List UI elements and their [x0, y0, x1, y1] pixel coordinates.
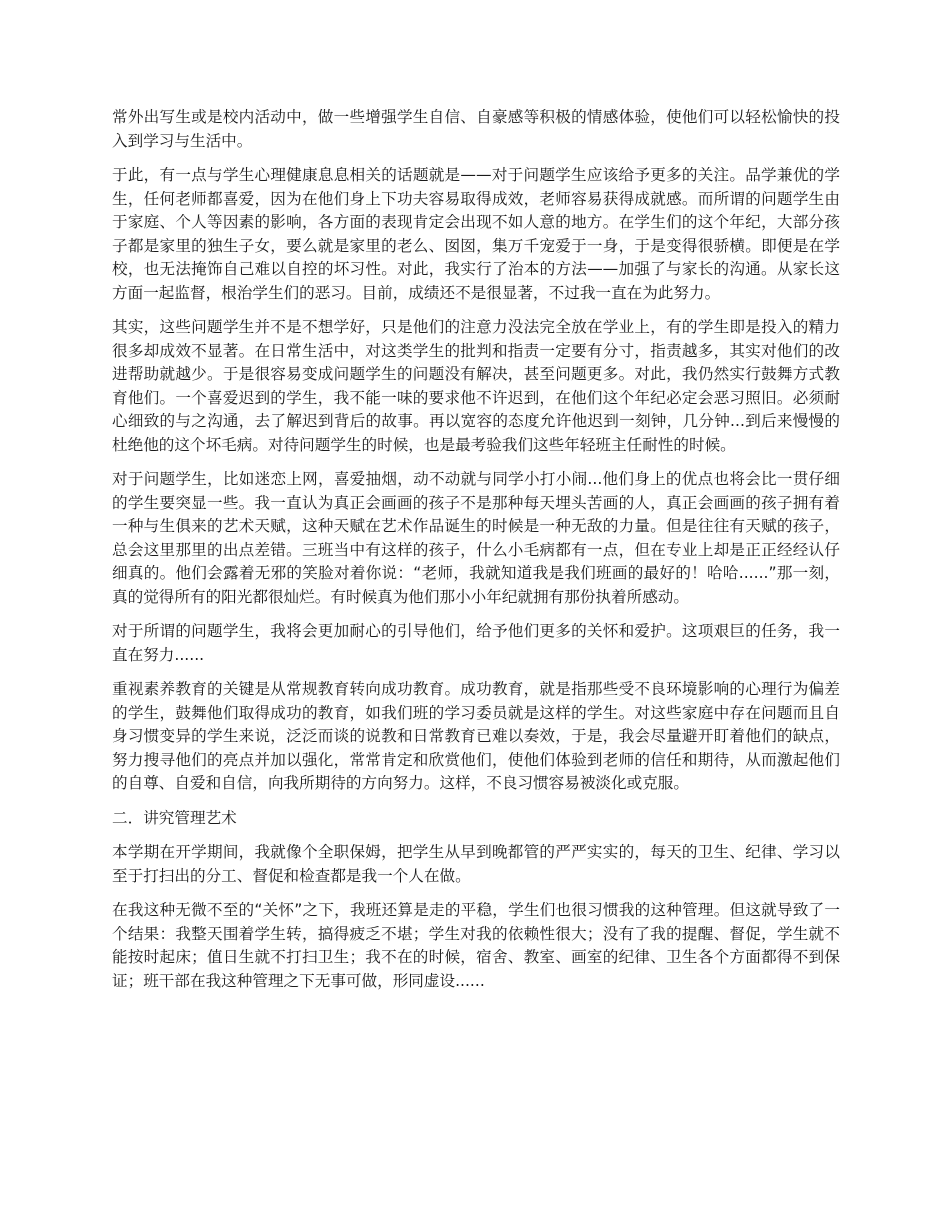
paragraph-4: 对于问题学生，比如迷恋上网，喜爱抽烟，动不动就与同学小打小闹...他们身上的优点也将会比一贯仔细的学生要突显一些。我一直认为真正会画画的孩子不是那种每天埋头苦画的人，真正会画画的孩子拥有着一种与生俱来的艺术天赋，这种天赋在艺术作品诞生的时候是一种无敌的力量。但是往往有天赋的孩子，总会这里那里的出点差错。三班当中有这样的孩子，什么小毛病都有一点，但在专业上却是正正经经认仔细真的。他们会露着无邪的笑脸对着你说：“老师，我就知道我是我们班画的最好的！哈哈......”那一刻，真的觉得所有的阳光都很灿烂。有时候真为他们那小小年纪就拥有那份执着所感动。: [112, 470, 840, 606]
paragraph-8: 在我这种无微不至的“关怀”之下，我班还算是走的平稳，学生们也很习惯我的这种管理。但这就导致了一个结果：我整天围着学生转，搞得疲乏不堪；学生对我的依赖性很大；没有了我的提醒、督促，学生就不能按时起床；值日生就不打扫卫生；我不在的时候，宿舍、教室、画室的纪律、卫生各个方面都得不到保证；班干部在我这种管理之下无事可做，形同虚设......: [112, 901, 840, 990]
paragraph-3: 其实，这些问题学生并不是不想学好，只是他们的注意力没法完全放在学业上，有的学生即是投入的精力很多却成效不显著。在日常生活中，对这类学生的批判和指责一定要有分寸，指责越多，其实对他们的改进帮助就越少。于是很容易变成问题学生的问题没有解决，甚至问题更多。对此，我仍然实行鼓舞方式教育他们。一个喜爱迟到的学生，我不能一味的要求他不许迟到，在他们这个年纪必定会恶习照旧。必须耐心细致的与之沟通，去了解迟到背后的故事。再以宽容的态度允许他迟到一刻钟，几分钟...到后来慢慢的杜绝他的这个坏毛病。对待问题学生的时候，也是最考验我们这些年轻班主任耐性的时候。: [112, 318, 840, 454]
paragraph-7: 本学期在开学期间，我就像个全职保姆，把学生从早到晚都管的严严实实的，每天的卫生、纪律、学习以至于打扫出的分工、督促和检查都是我一个人在做。: [112, 843, 840, 885]
section-heading: 二．讲究管理艺术: [112, 808, 237, 827]
paragraph-5: 对于所谓的问题学生，我将会更加耐心的引导他们，给予他们更多的关怀和爱护。这项艰巨的任务，我一直在努力......: [112, 622, 840, 664]
paragraph-6: 重视素养教育的关键是从常规教育转向成功教育。成功教育，就是指那些受不良环境影响的心理行为偏差的学生，鼓舞他们取得成功的教育，如我们班的学习委员就是这样的学生。对这些家庭中存在问题而且自身习惯变异的学生来说，泛泛而谈的说教和日常教育已难以奏效，于是，我会尽量避开盯着他们的缺点，努力搜寻他们的亮点并加以强化，常常肯定和欣赏他们，使他们体验到老师的信任和期待，从而激起他们的自尊、自爱和自信，向我所期待的方向努力。这样，不良习惯容易被淡化或克服。: [112, 680, 840, 792]
document-page: [112, 106, 840, 1004]
paragraph-2: 于此，有一点与学生心理健康息息相关的话题就是——对于问题学生应该给予更多的关注。品学兼优的学生，任何老师都喜爱，因为在他们身上下功夫容易取得成效，老师容易获得成就感。而所谓的问题学生由于家庭、个人等因素的影响，各方面的表现肯定会出现不如人意的地方。在学生们的这个年纪，大部分孩子都是家里的独生子女，要么就是家里的老么、囡囡，集万千宠爱于一身，于是变得很骄横。即便是在学校，也无法掩饰自己难以自控的坏习性。对此，我实行了治本的方法——加强了与家长的沟通。从家长这方面一起监督，根治学生们的恶习。目前，成绩还不是很显著，不过我一直在为此努力。: [112, 166, 840, 302]
paragraph-1: 常外出写生或是校内活动中，做一些增强学生自信、自豪感等积极的情感体验，使他们可以轻松愉快的投入到学习与生活中。: [112, 108, 840, 150]
